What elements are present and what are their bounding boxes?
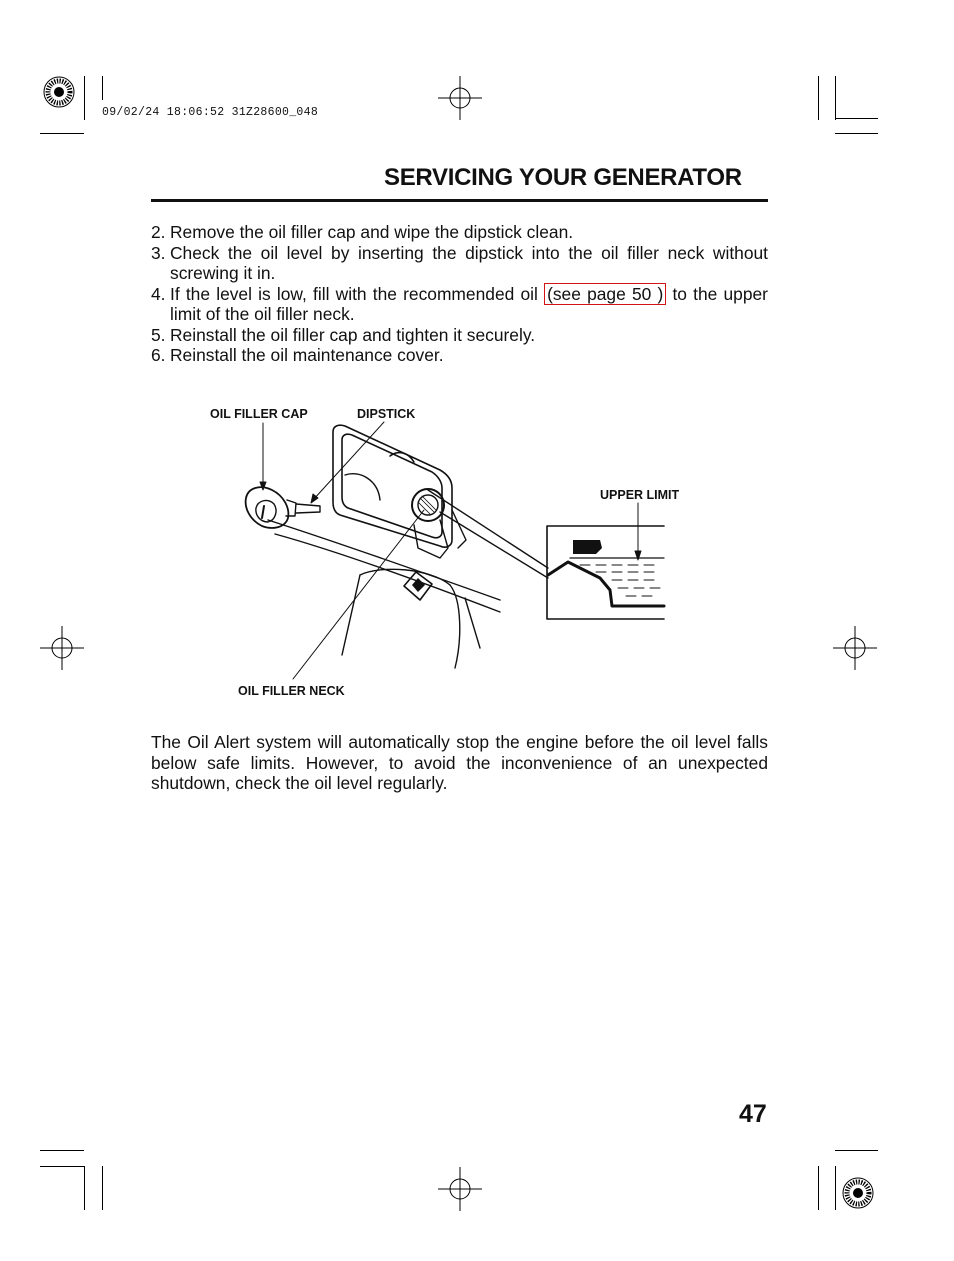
label-dipstick: DIPSTICK (357, 407, 416, 421)
step-number: 2. (151, 222, 166, 242)
inset-guide-lines (428, 490, 548, 578)
oil-alert-paragraph: The Oil Alert system will automatically stop the engine before the oil level falls below safe limits. However, to avoid the inconvenience of an unexpected shutdown, check the oil level regularly. (151, 732, 768, 793)
step-text: Remove the oil filler cap and wipe the dipstick clean. (170, 222, 574, 242)
dipstick (296, 504, 320, 513)
maintenance-cover-frame (333, 425, 452, 547)
step-text: Reinstall the oil maintenance cover. (170, 345, 444, 365)
label-upper-limit: UPPER LIMIT (600, 488, 680, 502)
step-text: Reinstall the oil filler cap and tighten it securely. (170, 324, 536, 345)
generator-housing (268, 474, 500, 668)
step-number: 6. (151, 345, 166, 365)
see-page-link[interactable]: (see page 50 ) (544, 283, 666, 305)
oil-warning-label-icon (404, 572, 432, 600)
page-title: SERVICING YOUR GENERATOR (384, 164, 742, 191)
page-number: 47 (739, 1100, 767, 1128)
step-number: 3. (151, 242, 166, 263)
step-number: 5. (151, 324, 166, 345)
step-text-before: If the level is low, fill with the recommended oil (170, 283, 538, 304)
oil-surface-lines (580, 565, 660, 596)
upper-limit-inset (547, 526, 664, 619)
step-number: 4. (151, 283, 166, 304)
oil-filler-cap (246, 487, 296, 528)
print-stamp: 09/02/24 18:06:52 31Z28600_048 (102, 106, 319, 119)
label-oil-filler-neck: OIL FILLER NECK (238, 684, 345, 698)
label-oil-filler-cap: OIL FILLER CAP (210, 407, 308, 421)
step-text-after: to the upper limit of the oil filler neck. (170, 283, 768, 324)
step-text: Check the oil level by inserting the dipstick into the oil filler neck without screwing it in. (170, 242, 768, 283)
